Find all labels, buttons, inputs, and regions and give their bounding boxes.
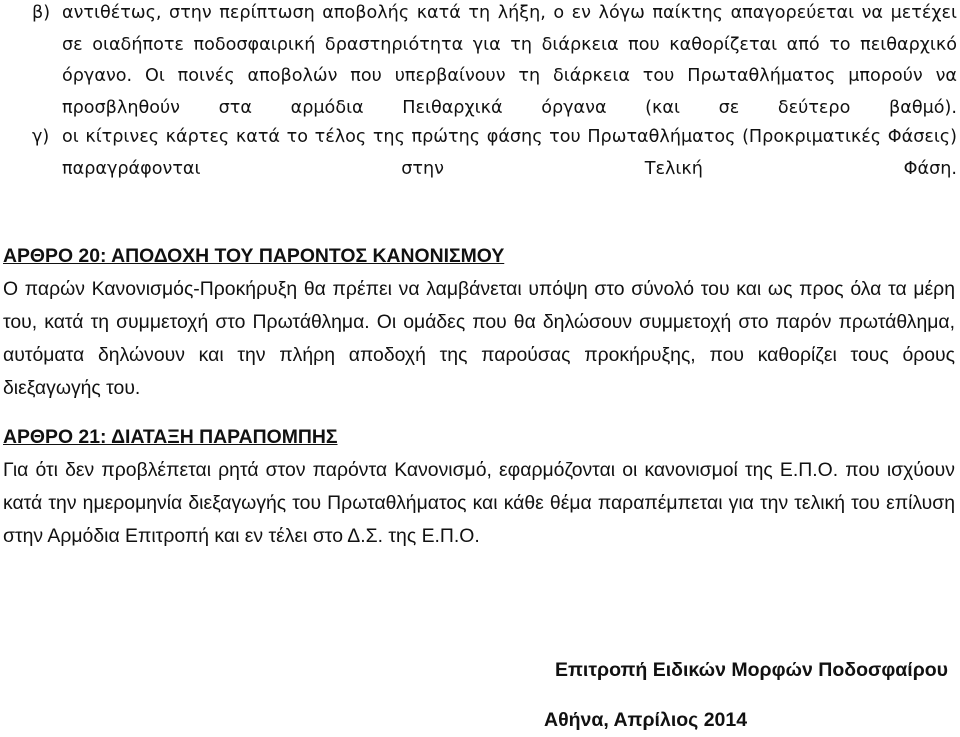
article-heading: : ΑΠΟΔΟΧΗ ΤΟΥ ΠΑΡΟΝΤΟΣ ΚΑΝΟΝΙΣΜΟΥ [100, 245, 505, 267]
list-item-text: οι κίτρινες κάρτες κατά το τέλος της πρώτης φάσης του Πρωταθλήματος (Προκριματικές Φάσεις) παραγράφονται στην Τελική Φάση. [62, 127, 957, 179]
list-item-gamma [32, 122, 957, 217]
article-body: Για ότι δεν προβλέπεται ρητά στον παρόντα Κανονισμό, εφαρμόζονται οι κανονισμοί της Ε.Π.Ο. που ισχύουν κατά την ημερομηνία διεξαγωγής του Πρωταθλήματος και κάθε θέμα παραπέμπεται για την τελική του επίλυση στην Αρμόδια Επιτροπή και εν τέλει στο Δ.Σ. της Ε.Π.Ο. [3, 459, 955, 547]
article-20 [3, 240, 955, 405]
article-title [3, 240, 955, 273]
article-heading: ΔΙΑΤΑΞΗ ΠΑΡΑΠΟΜΠΗΣ [106, 426, 338, 448]
signature-committee: Επιτροπή Ειδικών Μορφών Ποδοσφαίρου [555, 659, 949, 681]
article-number: ΑΡΘΡΟ 21: [3, 426, 107, 448]
article-21 [3, 421, 955, 553]
article-title [3, 421, 955, 454]
list-marker: γ) [32, 127, 50, 147]
list-item-text: αντιθέτως, στην περίπτωση αποβολής κατά τη λήξη, ο εν λόγω παίκτης απαγορεύεται να μετέχει σε οιαδήποτε ποδοσφαιρική δραστηριότητα για τη διάρκεια που καθορίζεται από το πειθαρχικό όργανο. Οι ποινές αποβολών που υπερβαίνουν τη διάρκεια του Πρωταθλήματος μπορούν να προσβληθούν στα αρμόδια Πειθαρχικά όργανα (και σε δεύτερο βαθμό). [62, 3, 957, 118]
article-body: Ο παρών Κανονισμός-Προκήρυξη θα πρέπει να λαμβάνεται υπόψη στο σύνολό του και ως προς όλα τα μέρη του, κατά τη συμμετοχή στο Πρωτάθλημα. Οι ομάδες που θα δηλώσουν συμμετοχή στο παρόν πρωτάθλημα, αυτόματα δηλώνουν και την πλήρη αποδοχή της παρούσας προκήρυξης, που καθορίζει τους όρους διεξαγωγής του. [3, 278, 955, 399]
signature-place-date: Αθήνα, Απρίλιος 2014 [544, 709, 748, 731]
list-marker: β) [32, 3, 51, 23]
article-number: ΑΡΘΡΟ 20 [3, 245, 100, 267]
